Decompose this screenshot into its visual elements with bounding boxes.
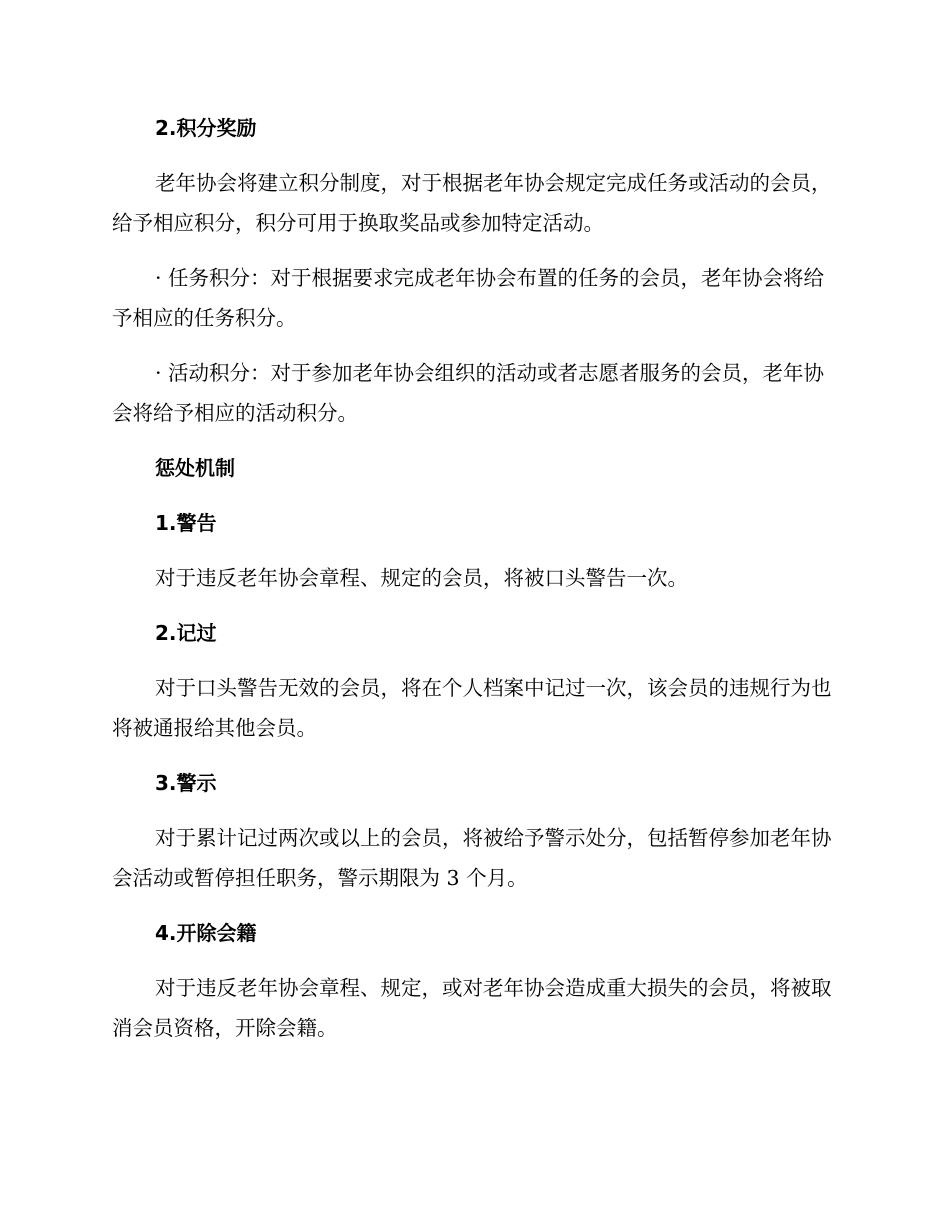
penalty-body-demerit: 对于口头警告无效的会员，将在个人档案中记过一次，该会员的违规行为也将被通报给其他会员。: [112, 676, 832, 740]
penalty-body-expulsion: 对于违反老年协会章程、规定，或对老年协会造成重大损失的会员，将被取消会员资格，开除会籍。: [112, 976, 832, 1040]
penalty-heading-warning: 1.警告: [155, 511, 217, 535]
penalty-heading-caution: 3.警示: [155, 771, 217, 795]
paragraph-points-system: 老年协会将建立积分制度，对于根据老年协会规定完成任务或活动的会员，给予相应积分，积分可用于换取奖品或参加特定活动。: [112, 171, 832, 235]
section-heading-points-reward: 2.积分奖励: [155, 116, 257, 140]
document-body: [112, 108, 832, 1048]
penalty-heading-expulsion: 4.开除会籍: [155, 921, 257, 945]
bullet-activity-points: · 活动积分：对于参加老年协会组织的活动或者志愿者服务的会员，老年协会将给予相应的活动积分。: [112, 361, 825, 425]
bullet-task-points: · 任务积分：对于根据要求完成老年协会布置的任务的会员，老年协会将给予相应的任务积分。: [112, 266, 825, 330]
penalty-body-warning: 对于违反老年协会章程、规定的会员，将被口头警告一次。: [155, 566, 688, 590]
penalty-heading-demerit: 2.记过: [155, 621, 217, 645]
penalty-body-caution: 对于累计记过两次或以上的会员，将被给予警示处分，包括暂停参加老年协会活动或暂停担任职务，警示期限为 3 个月。: [112, 826, 832, 890]
section-title-penalty-mechanism: 惩处机制: [155, 456, 235, 480]
